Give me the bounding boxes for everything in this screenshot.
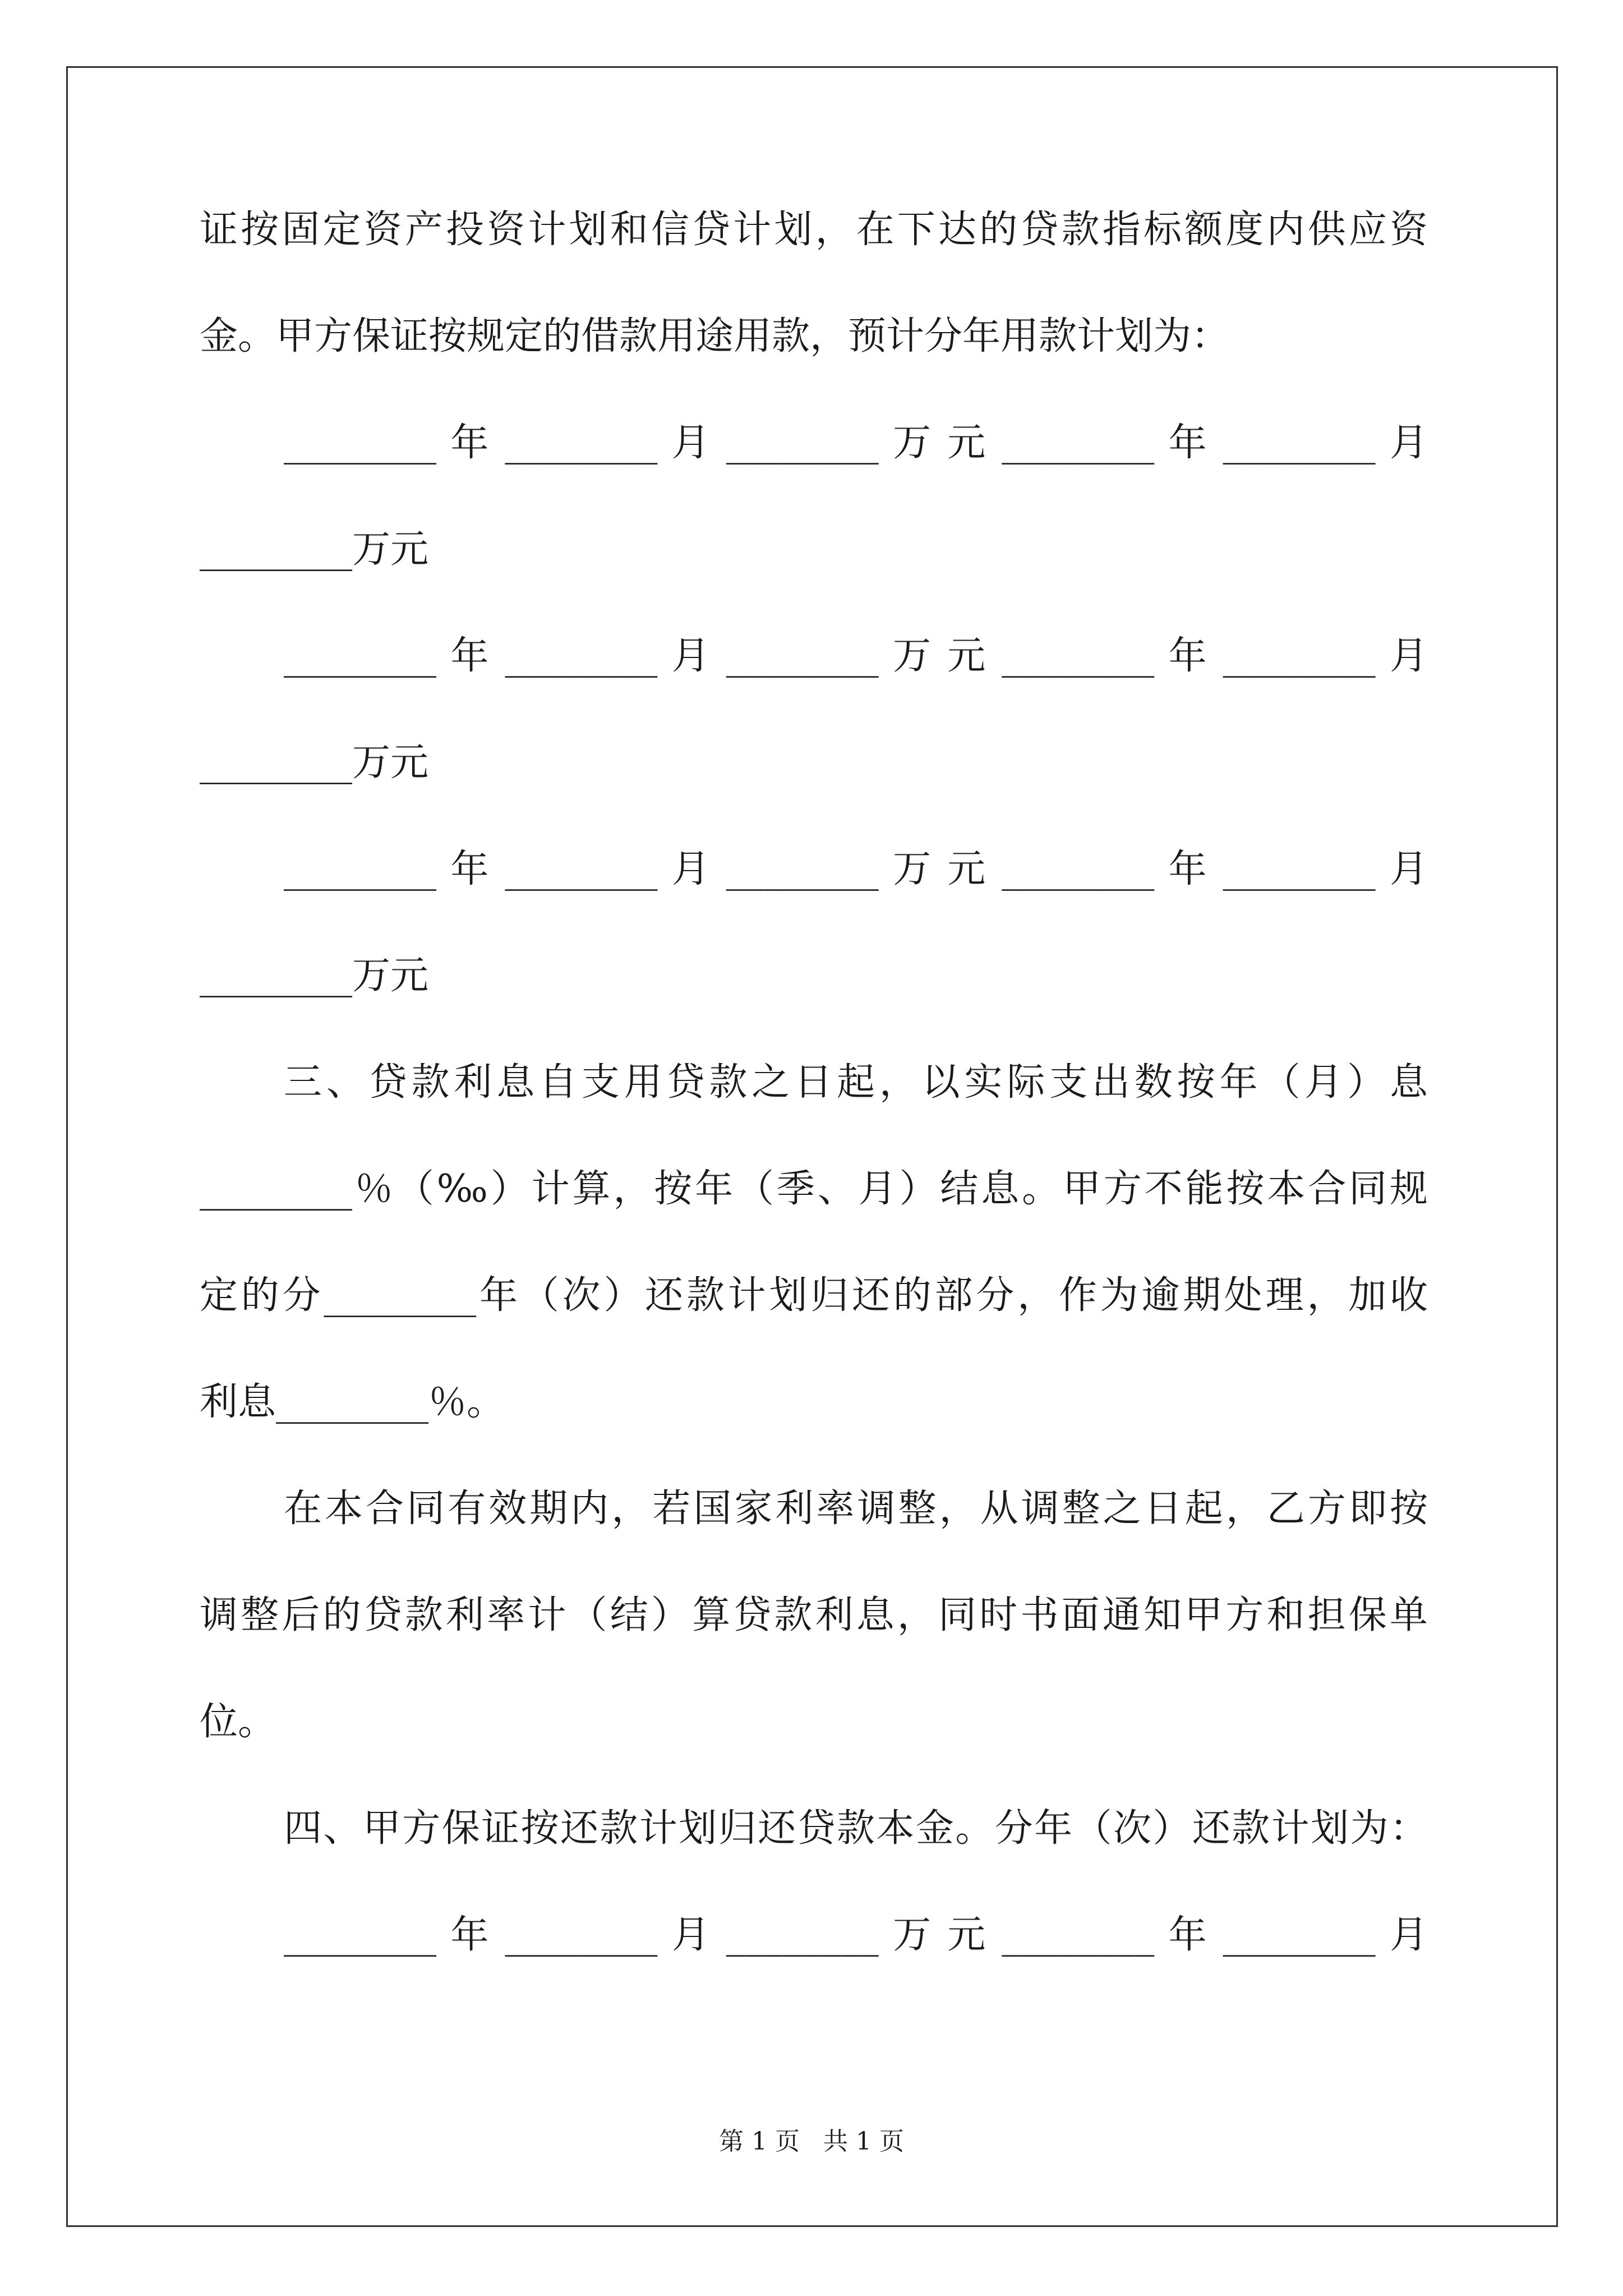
page-border <box>66 66 1558 2227</box>
clause-3-line-3: 定的分________年（次）还款计划归还的部分，作为逾期处理，加收 <box>200 1273 1428 1318</box>
clause-3-line-4: 利息________％。 <box>200 1380 505 1424</box>
blank-schedule-row-3: ________ 年 ________ 月 ________ 万 元 ________ 年 ________ 月 <box>284 847 1428 891</box>
blank-schedule-row-1: ________ 年 ________ 月 ________ 万 元 ________ 年 ________ 月 <box>284 421 1428 465</box>
blank-schedule-row-4: ________ 年 ________ 月 ________ 万 元 ________ 年 ________ 月 <box>284 1913 1428 1957</box>
blank-amount-3: ________万元 <box>200 954 429 998</box>
interest-adjust-line-1: 在本合同有效期内，若国家利率调整，从调整之日起，乙方即按 <box>284 1487 1428 1531</box>
clause-4-line-1: 四、甲方保证按还款计划归还贷款本金。分年（次）还款计划为： <box>284 1806 1428 1851</box>
blank-amount-2: ________万元 <box>200 740 429 785</box>
clause-3-line-2: ________％（‰）计算，按年（季、月）结息。甲方不能按本合同规 <box>200 1167 1428 1211</box>
interest-adjust-line-3: 位。 <box>200 1700 276 1744</box>
page-number-footer: 第 1 页 共 1 页 <box>719 2127 904 2156</box>
text-line-1: 证按固定资产投资计划和信贷计划，在下达的贷款指标额度内供应资 <box>200 208 1428 252</box>
clause-3-line-1: 三、贷款利息自支用贷款之日起，以实际支出数按年（月）息 <box>284 1060 1428 1105</box>
blank-amount-1: ________万元 <box>200 527 429 572</box>
interest-adjust-line-2: 调整后的贷款利率计（结）算贷款利息，同时书面通知甲方和担保单 <box>200 1593 1428 1637</box>
text-line-2: 金。甲方保证按规定的借款用途用款，预计分年用款计划为： <box>200 314 1230 358</box>
blank-schedule-row-2: ________ 年 ________ 月 ________ 万 元 ________ 年 ________ 月 <box>284 634 1428 678</box>
